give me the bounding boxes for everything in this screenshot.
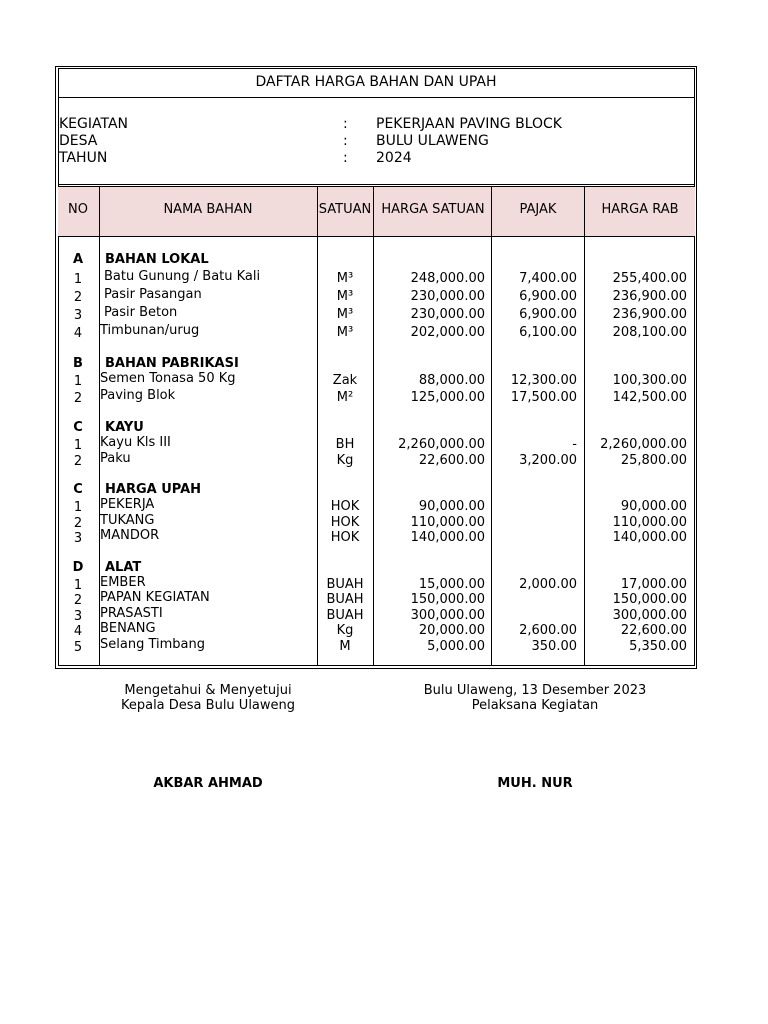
divider-title <box>58 97 695 98</box>
row-unit: M³ <box>336 271 354 286</box>
row-rab-price: 208,100.00 <box>612 325 687 340</box>
row-rab-price: 255,400.00 <box>612 271 687 286</box>
row-unit-price: 230,000.00 <box>410 307 485 322</box>
row-unit: HOK <box>330 515 360 530</box>
row-unit: Kg <box>336 453 354 468</box>
info-label: TAHUN <box>59 150 108 166</box>
col-header-nama-bahan: NAMA BAHAN <box>163 202 253 217</box>
row-number: 2 <box>73 391 83 406</box>
row-number: 2 <box>73 516 83 531</box>
row-number: 4 <box>73 326 83 341</box>
row-unit-price: 248,000.00 <box>410 271 485 286</box>
section-title: ALAT <box>105 560 142 575</box>
col-line-pajak <box>584 186 585 666</box>
row-tax: 2,600.00 <box>519 623 577 638</box>
row-unit: BUAH <box>326 608 364 623</box>
row-item-name: Pasir Pasangan <box>104 287 202 302</box>
row-item-name: Semen Tonasa 50 Kg <box>100 371 236 386</box>
row-item-name: Paku <box>100 451 131 466</box>
row-number: 1 <box>73 578 83 593</box>
row-unit-price: 2,260,000.00 <box>398 437 485 452</box>
sign-left-line2: Kepala Desa Bulu Ulaweng <box>120 698 296 713</box>
row-rab-price: 236,900.00 <box>612 289 687 304</box>
row-item-name: Paving Blok <box>100 388 176 403</box>
row-unit-price: 15,000.00 <box>418 577 485 592</box>
row-unit-price: 5,000.00 <box>427 639 485 654</box>
row-unit-price: 150,000.00 <box>410 592 485 607</box>
section-title: BAHAN LOKAL <box>105 252 209 267</box>
col-header-no: NO <box>68 202 88 217</box>
row-number: 3 <box>73 308 83 323</box>
row-tax: 17,500.00 <box>510 390 577 405</box>
section-letter: C <box>73 420 83 435</box>
row-unit: BH <box>335 437 355 452</box>
document-title: DAFTAR HARGA BAHAN DAN UPAH <box>255 74 497 90</box>
row-tax: 6,900.00 <box>519 289 577 304</box>
info-value: 2024 <box>376 150 412 166</box>
row-rab-price: 25,800.00 <box>620 453 687 468</box>
row-unit: M <box>339 639 351 654</box>
row-number: 3 <box>73 531 83 546</box>
row-number: 5 <box>73 640 83 655</box>
section-title: BAHAN PABRIKASI <box>105 356 239 371</box>
row-item-name: Pasir Beton <box>104 305 178 320</box>
row-item-name: BENANG <box>100 621 156 636</box>
row-tax: - <box>572 437 577 452</box>
row-number: 2 <box>73 593 83 608</box>
col-line-nama <box>317 186 318 666</box>
row-unit: M³ <box>336 325 354 340</box>
col-line-satuan <box>373 186 374 666</box>
col-header-harga-satuan: HARGA SATUAN <box>381 202 485 217</box>
row-rab-price: 150,000.00 <box>612 592 687 607</box>
row-item-name: Batu Gunung / Batu Kali <box>104 269 261 284</box>
row-rab-price: 90,000.00 <box>620 499 687 514</box>
row-unit-price: 230,000.00 <box>410 289 485 304</box>
row-item-name: EMBER <box>100 575 146 590</box>
row-item-name: MANDOR <box>100 528 160 543</box>
sign-right-line1: Bulu Ulaweng, 13 Desember 2023 <box>423 683 647 698</box>
row-tax: 6,900.00 <box>519 307 577 322</box>
row-item-name: PEKERJA <box>100 497 155 512</box>
row-item-name: PAPAN KEGIATAN <box>100 590 210 605</box>
row-unit-price: 20,000.00 <box>418 623 485 638</box>
row-tax: 6,100.00 <box>519 325 577 340</box>
info-separator: : <box>343 116 348 132</box>
row-item-name: PRASASTI <box>100 606 163 621</box>
row-rab-price: 22,600.00 <box>620 623 687 638</box>
row-rab-price: 100,300.00 <box>612 373 687 388</box>
row-rab-price: 300,000.00 <box>612 608 687 623</box>
row-unit: BUAH <box>326 592 364 607</box>
row-unit: HOK <box>330 530 360 545</box>
row-unit-price: 140,000.00 <box>410 530 485 545</box>
sign-right-line2: Pelaksana Kegiatan <box>471 698 599 713</box>
row-number: 4 <box>73 624 83 639</box>
row-tax: 3,200.00 <box>519 453 577 468</box>
col-header-satuan: SATUAN <box>318 202 372 217</box>
row-tax: 2,000.00 <box>519 577 577 592</box>
info-value: PEKERJAAN PAVING BLOCK <box>376 116 562 132</box>
row-number: 1 <box>73 272 83 287</box>
row-rab-price: 236,900.00 <box>612 307 687 322</box>
info-separator: : <box>343 150 348 166</box>
row-unit: M³ <box>336 289 354 304</box>
row-unit: Kg <box>336 623 354 638</box>
row-unit: M² <box>336 390 354 405</box>
divider-info-double <box>58 186 695 187</box>
row-unit-price: 125,000.00 <box>410 390 485 405</box>
row-number: 1 <box>73 374 83 389</box>
col-header-pajak: PAJAK <box>519 202 557 217</box>
row-number: 2 <box>73 290 83 305</box>
row-unit: HOK <box>330 499 360 514</box>
section-title: HARGA UPAH <box>105 482 202 497</box>
row-tax: 7,400.00 <box>519 271 577 286</box>
row-unit-price: 300,000.00 <box>410 608 485 623</box>
row-unit: Zak <box>332 373 358 388</box>
row-unit-price: 202,000.00 <box>410 325 485 340</box>
col-line-harga <box>491 186 492 666</box>
row-number: 2 <box>73 454 83 469</box>
row-number: 1 <box>73 500 83 515</box>
row-item-name: Selang Timbang <box>100 637 205 652</box>
row-tax: 12,300.00 <box>510 373 577 388</box>
row-rab-price: 140,000.00 <box>612 530 687 545</box>
sign-left-line1: Mengetahui & Menyetujui <box>124 683 292 698</box>
info-label: DESA <box>59 133 98 149</box>
row-item-name: Timbunan/urug <box>100 323 200 338</box>
divider-header <box>58 236 695 237</box>
row-rab-price: 5,350.00 <box>629 639 687 654</box>
row-rab-price: 2,260,000.00 <box>600 437 687 452</box>
row-tax: 350.00 <box>531 639 577 654</box>
row-item-name: Kayu Kls III <box>100 435 171 450</box>
row-unit-price: 110,000.00 <box>410 515 485 530</box>
row-rab-price: 110,000.00 <box>612 515 687 530</box>
section-letter: A <box>72 252 84 267</box>
row-number: 1 <box>73 438 83 453</box>
row-number: 3 <box>73 609 83 624</box>
table-header-background <box>58 186 695 236</box>
row-unit-price: 90,000.00 <box>418 499 485 514</box>
divider-info <box>58 184 695 185</box>
col-header-harga-rab: HARGA RAB <box>601 202 679 217</box>
info-value: BULU ULAWENG <box>376 133 489 149</box>
info-label: KEGIATAN <box>59 116 129 132</box>
row-item-name: TUKANG <box>100 513 155 528</box>
row-unit-price: 22,600.00 <box>418 453 485 468</box>
row-unit: BUAH <box>326 577 364 592</box>
info-separator: : <box>343 133 348 149</box>
section-letter: D <box>72 560 84 575</box>
sign-left-name: AKBAR AHMAD <box>153 776 263 791</box>
row-rab-price: 142,500.00 <box>612 390 687 405</box>
section-title: KAYU <box>105 420 144 435</box>
row-unit-price: 88,000.00 <box>418 373 485 388</box>
row-rab-price: 17,000.00 <box>620 577 687 592</box>
section-letter: B <box>73 356 83 371</box>
section-letter: C <box>73 482 83 497</box>
sign-right-name: MUH. NUR <box>497 776 573 791</box>
row-unit: M³ <box>336 307 354 322</box>
